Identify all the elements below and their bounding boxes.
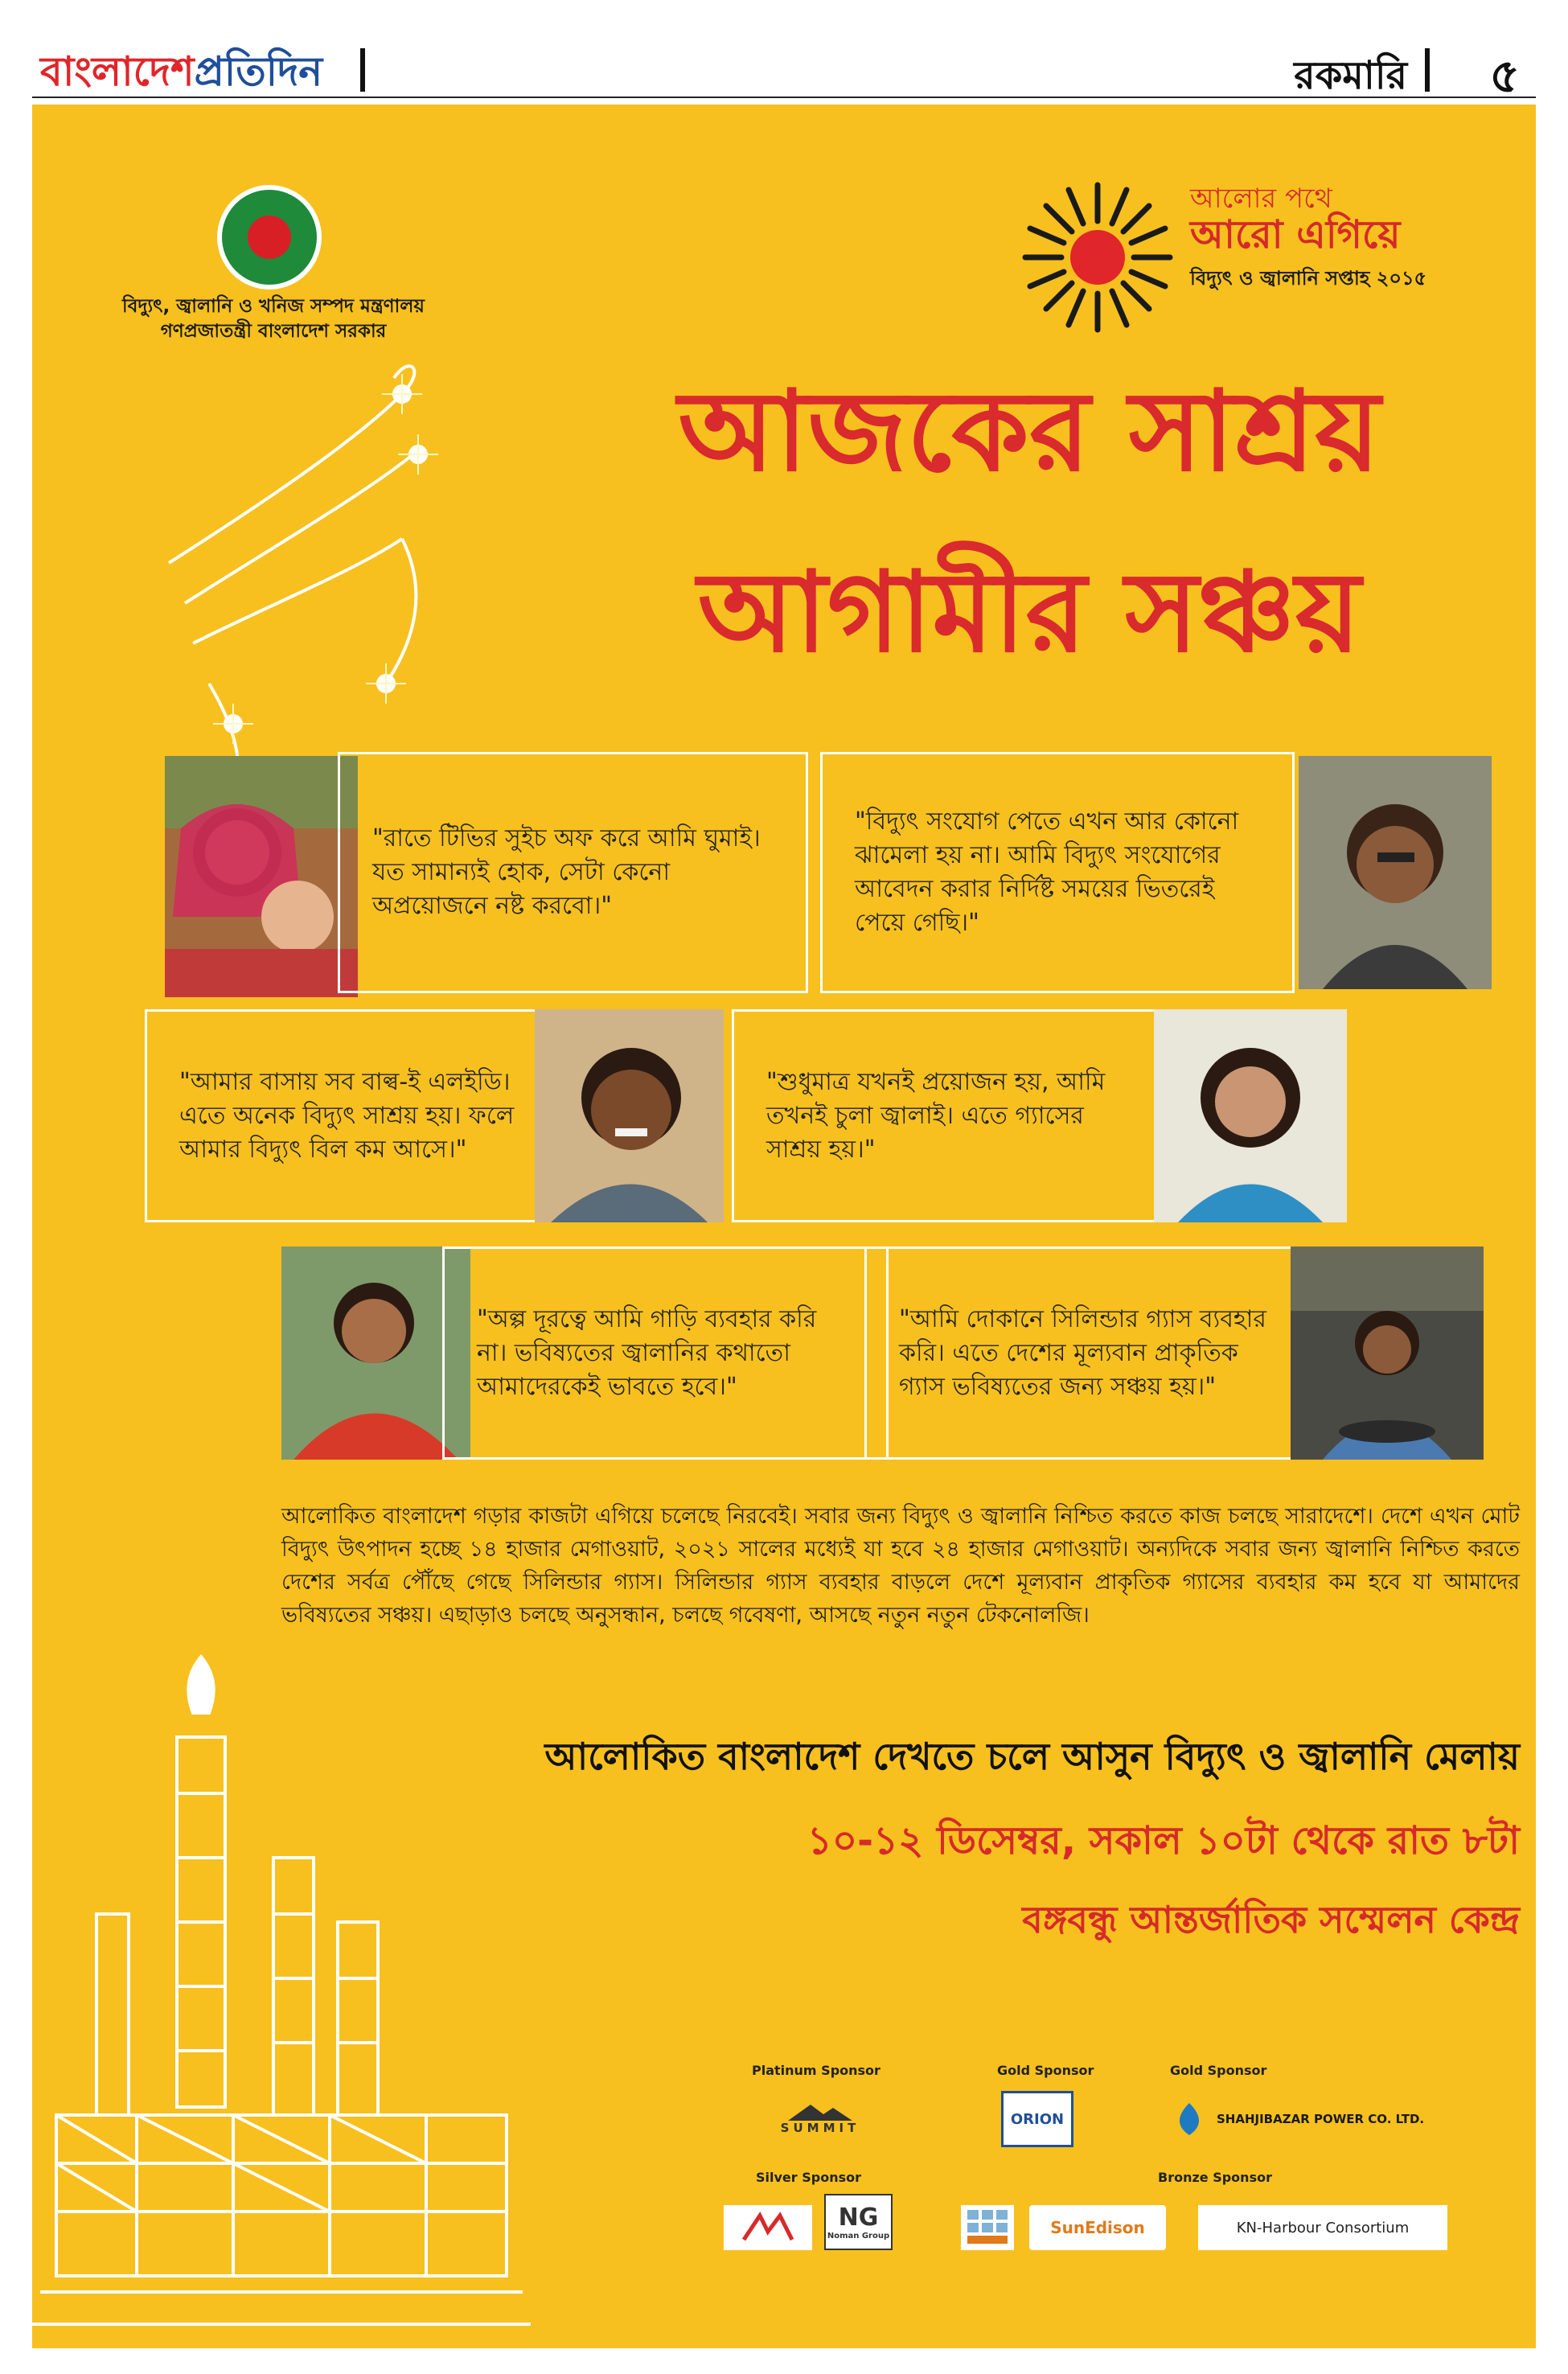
campaign-slogan: [1190, 185, 1520, 296]
government-seal-icon: [217, 185, 322, 290]
header-rule: [32, 97, 1536, 98]
sponsor-logo-bronze-1: [961, 2205, 1014, 2250]
event-date-time: ১০-১২ ডিসেম্বর, সকাল ১০টা থেকে রাত ৮টা: [807, 1818, 1520, 1863]
event-venue: বঙ্গবন্ধু আন্তর্জাতিক সম্মেলন কেন্দ্র: [1022, 1898, 1520, 1941]
testimonial-photo-smiling-man: [535, 1009, 724, 1222]
sponsor-logo-orion: ORION: [1001, 2091, 1073, 2147]
sponsor-logo-summit: [752, 2091, 889, 2147]
ministry-line1: বিদ্যুৎ, জ্বালানি ও খনিজ সম্পদ মন্ত্রণালয়: [122, 296, 425, 317]
header-divider: [1425, 48, 1430, 92]
newspaper-name: [40, 42, 322, 109]
newspaper-name-part1: বাংলাদেশ: [40, 48, 195, 95]
gold-sponsor-label: Gold Sponsor: [997, 2063, 1094, 2078]
testimonial-quote: [145, 1009, 563, 1222]
sponsor-logo-shahjibazar: [1170, 2095, 1459, 2143]
ministry-name: [64, 294, 482, 344]
testimonial-text: "অল্প দূরত্বে আমি গাড়ি ব্যবহার করি না। ভবিষ্যতের জ্বালানির কথাতো আমাদেরকেই ভাবতে হবে।": [477, 1304, 817, 1401]
testimonial-text: "রাতে টিভির সুইচ অফ করে আমি ঘুমাই। যত সামান্যই হোক, সেটা কেনো অপ্রয়োজনে নষ্ট করবো।": [372, 824, 761, 920]
energy-week-label: বিদ্যুৎ ও জ্বালানি সপ্তাহ ২০১৫: [1190, 267, 1427, 290]
newspaper-header: [0, 0, 1568, 105]
summit-logo-text: SUMMIT: [780, 2121, 860, 2135]
testimonial-quote: [820, 752, 1295, 993]
slogan-line1: আলোর পথে: [1190, 183, 1332, 215]
sponsor-logo-noman-group: [824, 2194, 893, 2250]
testimonial-text: "বিদ্যুৎ সংযোগ পেতে এখন আর কোনো ঝামেলা হয় না। আমি বিদ্যুৎ সংযোগের আবেদন করার নির্দিষ্ট সময়ের ভিতরেই পেয়ে গেছি।": [855, 807, 1239, 937]
shahjibazar-drop-icon: [1170, 2103, 1209, 2135]
silver-sponsor-label: Silver Sponsor: [756, 2170, 861, 2185]
gold-sponsor-label: Gold Sponsor: [1170, 2063, 1267, 2078]
testimonial-photo-young-man: [1299, 756, 1492, 989]
advertisement-poster: [32, 105, 1536, 2348]
noman-group-subtext: Noman Group: [827, 2232, 890, 2241]
shahjibazar-logo-text: SHAHJIBAZAR POWER CO. LTD.: [1217, 2112, 1425, 2126]
summit-mountain-icon: [788, 2103, 852, 2121]
slogan-line2: আরো এগিয়ে: [1190, 212, 1401, 257]
testimonial-quote: [442, 1247, 889, 1460]
event-invitation: আলোকিত বাংলাদেশ দেখতে চলে আসুন বিদ্যুৎ ও জ্বালানি মেলায়: [544, 1735, 1520, 1778]
sponsor-logo-silver-1: [724, 2205, 812, 2250]
silver-sponsor-mark-icon: [740, 2212, 796, 2244]
testimonial-quote: [864, 1247, 1315, 1460]
headline-line1: আজকের সাশ্রয়: [678, 367, 1381, 496]
page-number: ৫: [1489, 48, 1520, 103]
testimonial-text: "আমার বাসায় সব বাল্ব-ই এলইডি। এতে অনেক বিদ্যুৎ সাশ্রয় হয়। ফলে আমার বিদ্যুৎ বিল কম আসে।": [179, 1067, 515, 1164]
sponsor-logo-sunedison: SunEdison: [1029, 2205, 1166, 2250]
testimonial-photo-shopkeeper: [1291, 1247, 1484, 1460]
section-name: রকমারি: [1294, 53, 1407, 98]
testimonial-photo-mother-child: [165, 756, 358, 997]
testimonial-quote: [338, 752, 808, 993]
noman-group-logo-text: NG: [838, 2204, 879, 2232]
platinum-sponsor-label: Platinum Sponsor: [752, 2063, 880, 2078]
newspaper-name-part2: প্রতিদিন: [194, 48, 323, 95]
body-paragraph: আলোকিত বাংলাদেশ গড়ার কাজটা এগিয়ে চলেছে নিরবেই। সবার জন্য বিদ্যুৎ ও জ্বালানি নিশ্চিত করতে কাজ চলছে সারাদেশে। দেশে এখন মোট বিদ্যুৎ উৎপাদন হচ্ছে ১৪ হাজার মেগাওয়াট, ২০২১ সালের মধ্যেই যা হবে ২৪ হাজার মেগাওয়াট। অন্যদিকে সবার জন্য জ্বালানি নিশ্চিত করতে দেশের সর্বত্র পৌঁছে গেছে সিলিন্ডার গ্যাস। সিলিন্ডার গ্যাস ব্যবহার বাড়লে দেশে মূল্যবান প্রাকৃতিক গ্যাসের ব্যবহার কম হবে যা আমাদের ভবিষ্যতের সঞ্চয়। এছাড়াও চলছে অনুসন্ধান, চলছে গবেষণা, আসছে নতুন নতুন টেকনোলজি।: [281, 1504, 1520, 1629]
sun-logo-icon: [1017, 177, 1178, 338]
testimonial-text: "শুধুমাত্র যখনই প্রয়োজন হয়, আমি তখনই চুলা জ্বালাই। এতে গ্যাসের সাশ্রয় হয়।": [766, 1067, 1106, 1164]
testimonial-quote: [732, 1009, 1166, 1222]
header-divider: [360, 48, 365, 92]
bronze-sponsor-grid-icon: [967, 2210, 1008, 2245]
testimonial-text: "আমি দোকানে সিলিন্ডার গ্যাস ব্যবহার করি। এতে দেশের মূল্যবান প্রাকৃতিক গ্যাস ভবিষ্যতের জন্য সঞ্চয় হয়।": [899, 1304, 1266, 1401]
ministry-line2: গণপ্রজাতন্ত্রী বাংলাদেশ সরকার: [160, 321, 387, 343]
headline-line2: আগামীর সঞ্চয়: [697, 548, 1361, 677]
testimonial-photo-young-woman: [1154, 1009, 1347, 1222]
sponsor-logo-kn-harbour: KN-Harbour Consortium: [1198, 2205, 1447, 2250]
bronze-sponsor-label: Bronze Sponsor: [1158, 2170, 1272, 2185]
